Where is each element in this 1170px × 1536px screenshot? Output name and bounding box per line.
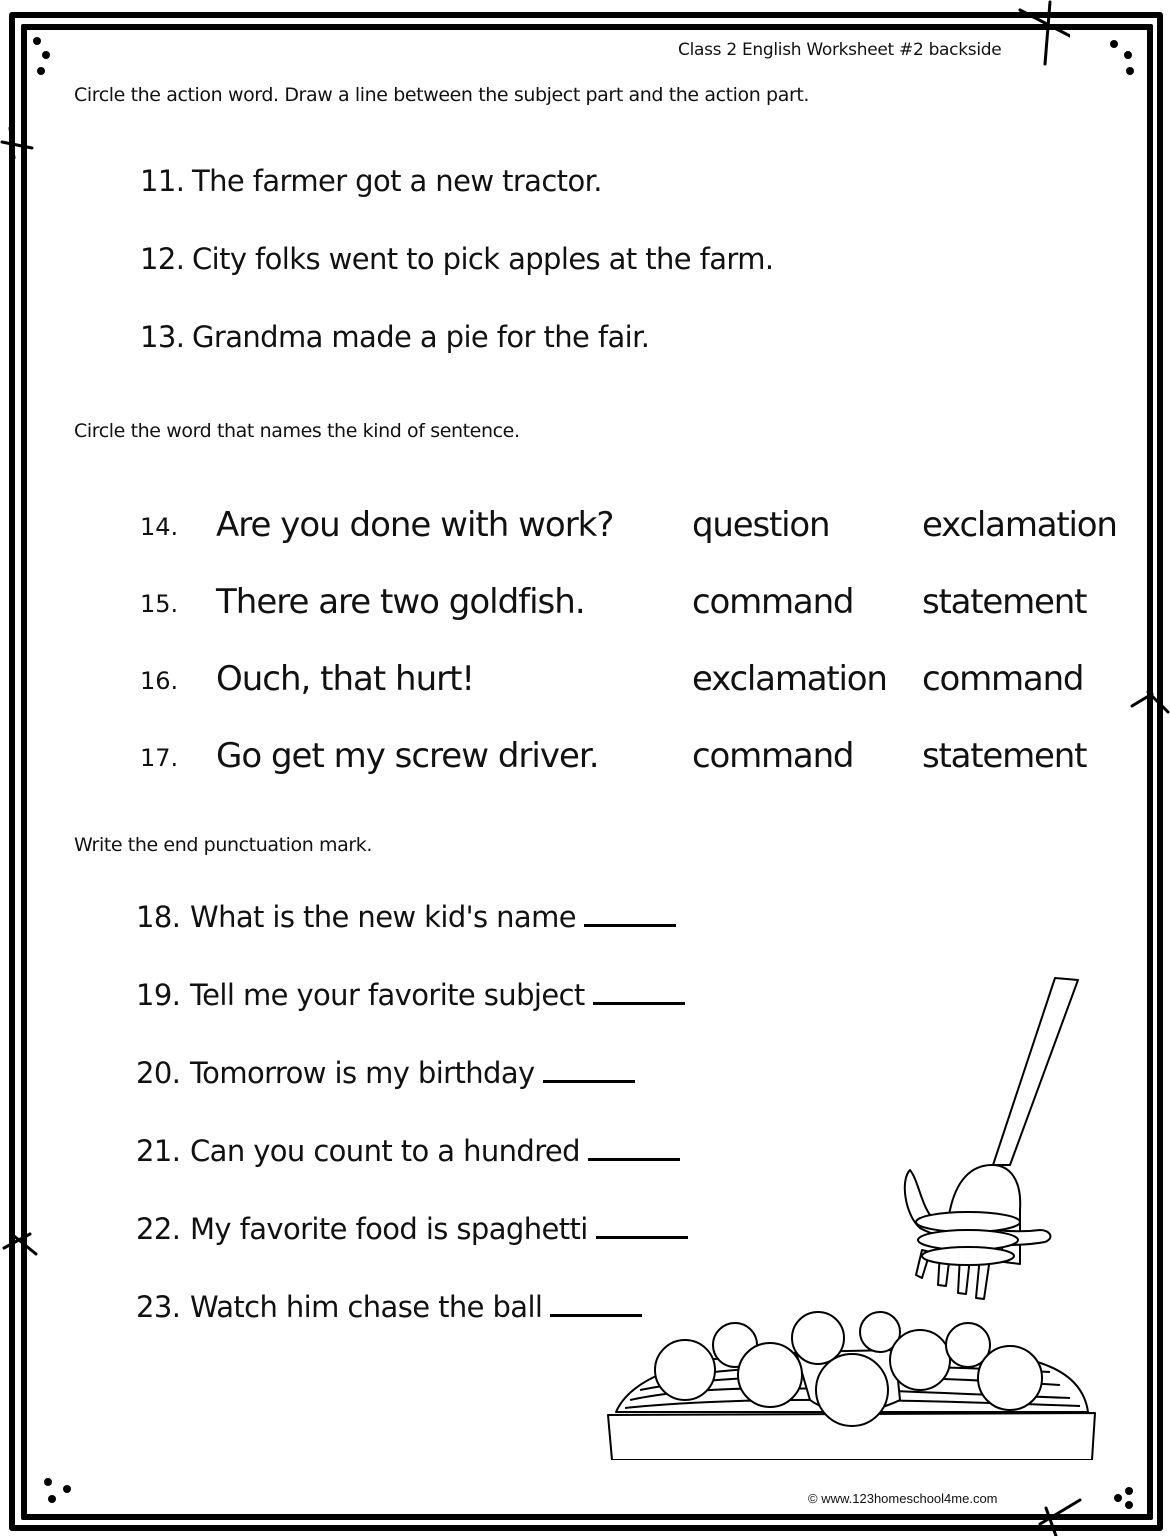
question-item [136,1134,680,1168]
worksheet-title: Class 2 English Worksheet #2 backside [678,40,1002,60]
question-item [136,900,676,934]
cross-stitch-mark-top-right [1010,0,1070,70]
sentence-type-option[interactable]: question [692,505,830,545]
question-number: 11. [140,164,185,198]
question-item [140,164,602,198]
question-text: Grandma made a pie for the fair. [192,320,650,354]
question-number: 16. [140,667,179,695]
sentence-type-option[interactable]: exclamation [922,505,1117,545]
section1-instruction: Circle the action word. Draw a line between the subject part and the action part. [74,84,810,106]
question-number: 23. [136,1290,181,1324]
copyright-text: © www.123homeschool4me.com [808,1491,998,1506]
cross-stitch-mark-bottom-right [1036,1496,1086,1536]
question-number: 12. [140,242,185,276]
question-text: Watch him chase the ball [190,1290,543,1324]
section2-instruction: Circle the word that names the kind of sentence. [74,420,520,442]
spaghetti-illustration [600,960,1100,1460]
section3-instruction: Write the end punctuation mark. [74,834,373,856]
question-number: 15. [140,590,179,618]
fork-icon [993,978,1078,1165]
question-number: 18. [136,900,181,934]
question-text: The farmer got a new tractor. [192,164,602,198]
cross-stitch-mark-left-lower [0,1222,40,1262]
question-text: Go get my screw driver. [216,736,599,776]
sentence-type-option[interactable]: command [692,736,854,776]
question-text: What is the new kid's name [190,900,576,934]
sentence-type-option[interactable]: exclamation [692,659,887,699]
question-item [140,242,774,276]
sentence-type-option[interactable]: command [922,659,1084,699]
question-number: 20. [136,1056,181,1090]
question-text: Can you count to a hundred [190,1134,580,1168]
question-text: City folks went to pick apples at the farm. [192,242,774,276]
question-text: There are two goldfish. [216,582,585,622]
cross-stitch-mark-left-upper [0,120,40,160]
question-number: 17. [140,744,179,772]
question-number: 14. [140,513,179,541]
question-text: Ouch, that hurt! [216,659,475,699]
sentence-type-option[interactable]: command [692,582,854,622]
question-number: 19. [136,978,181,1012]
question-item [136,1290,642,1324]
question-text: Are you done with work? [216,505,614,545]
question-text: Tomorrow is my birthday [190,1056,535,1090]
question-item [140,320,649,354]
sentence-type-option[interactable]: statement [922,582,1087,622]
question-number: 21. [136,1134,181,1168]
question-text: Tell me your favorite subject [190,978,585,1012]
question-text: My favorite food is spaghetti [190,1212,588,1246]
question-item [136,1056,635,1090]
question-number: 22. [136,1212,181,1246]
answer-blank[interactable] [584,902,676,927]
cross-stitch-mark-right-middle [1130,680,1170,720]
question-number: 13. [140,320,185,354]
sentence-type-option[interactable]: statement [922,736,1087,776]
